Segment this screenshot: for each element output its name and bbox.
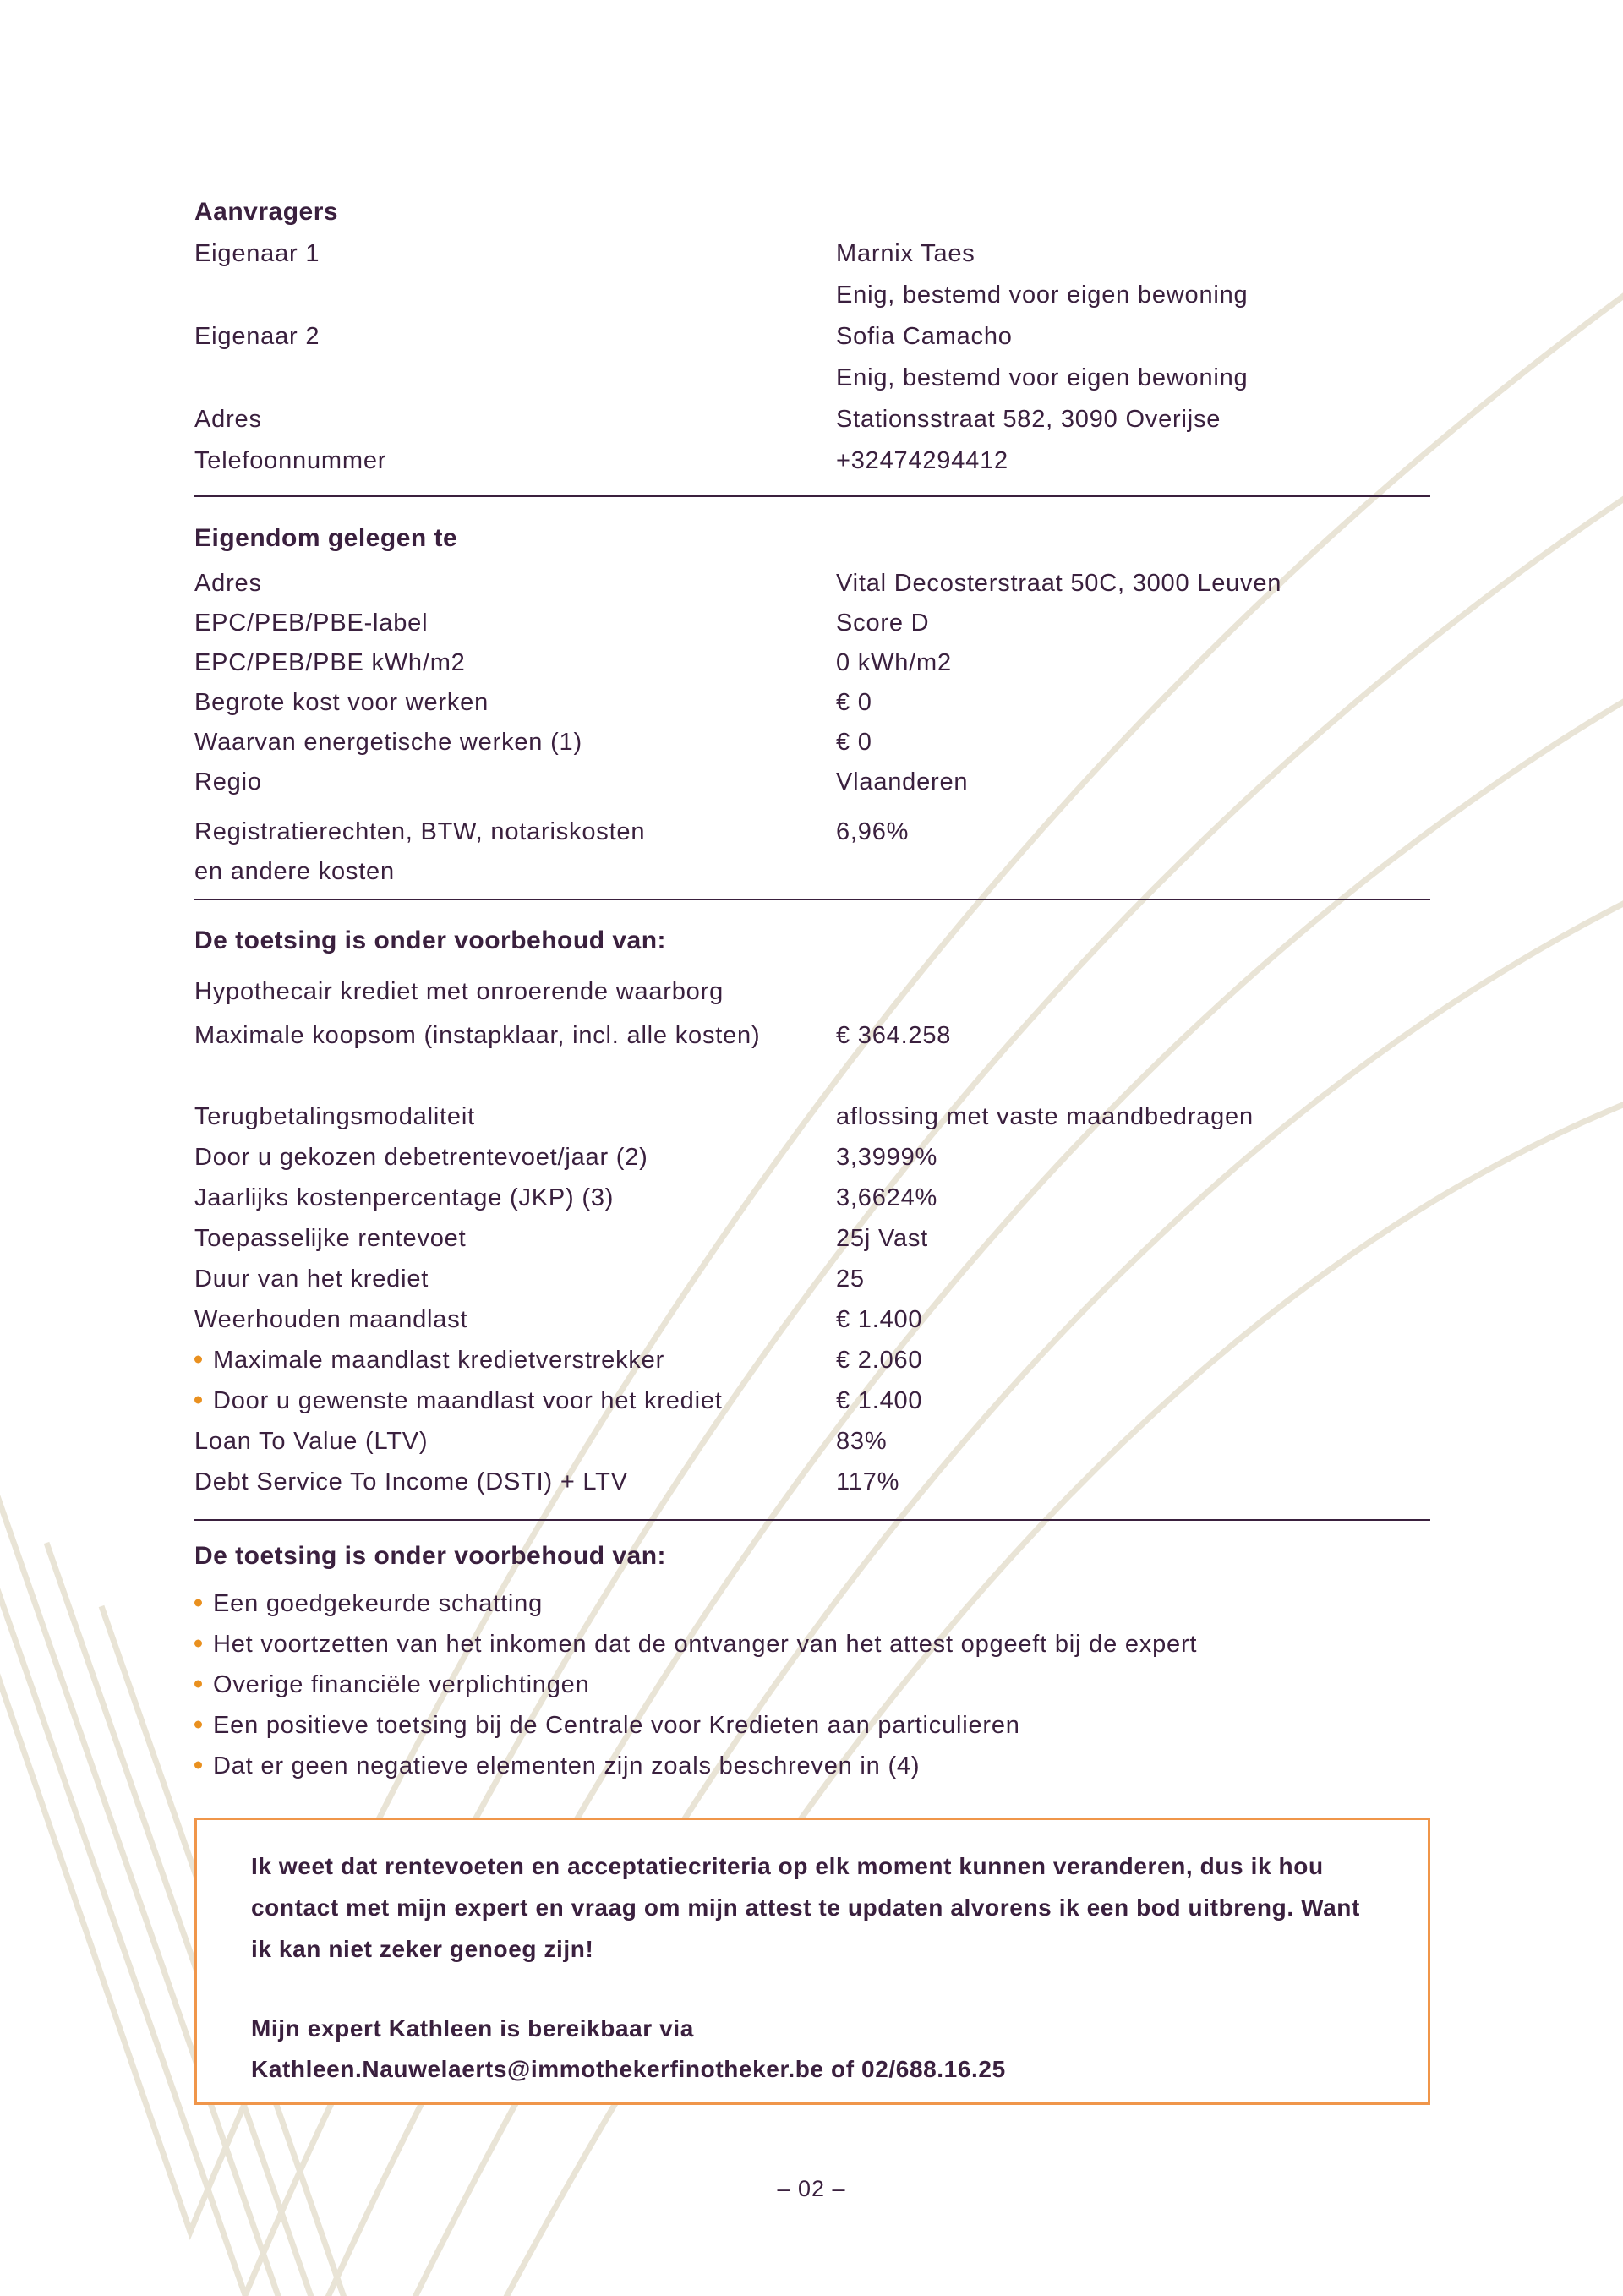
row-label: Eigenaar 2 <box>194 323 320 350</box>
table-row <box>194 233 1430 275</box>
row-label: Waarvan energetische werken (1) <box>194 729 582 756</box>
table-row <box>194 564 1430 604</box>
section-divider <box>194 495 1430 497</box>
row-value: 83% <box>836 1428 888 1455</box>
expert-contact-intro: Mijn expert Kathleen is bereikbaar via <box>251 2015 694 2042</box>
toetsing-rows <box>194 971 1430 1502</box>
list-item <box>194 1665 1430 1705</box>
row-label: Adres <box>194 406 262 433</box>
bullet-icon <box>194 1762 202 1769</box>
row-label-line1: Registratierechten, BTW, notariskosten <box>194 818 646 845</box>
row-label: Terugbetalingsmodaliteit <box>194 1103 475 1130</box>
bullet-icon <box>194 1599 202 1607</box>
row-value: Sofia Camacho <box>836 323 1013 350</box>
row-value: € 1.400 <box>836 1306 923 1333</box>
row-label: Duur van het krediet <box>194 1266 429 1293</box>
table-row <box>194 643 1430 683</box>
row-value: 6,96% <box>836 818 910 845</box>
table-row <box>194 683 1430 723</box>
row-label: Weerhouden maandlast <box>194 1306 468 1333</box>
section-title-eigendom: Eigendom gelegen te <box>194 524 458 552</box>
table-row <box>194 1380 1430 1421</box>
row-label <box>194 812 836 892</box>
section-divider <box>194 899 1430 900</box>
table-row <box>194 1421 1430 1462</box>
list-item-text: Overige financiële verplichtingen <box>213 1671 590 1698</box>
list-item-text: Het voortzetten van het inkomen dat de ontvanger van het attest opgeeft bij de expert <box>213 1631 1198 1658</box>
aanvragers-rows <box>194 233 1430 482</box>
row-value: € 0 <box>836 729 872 756</box>
section-title-toetsing-1: De toetsing is onder voorbehoud van: <box>194 927 667 954</box>
table-row <box>194 1462 1430 1502</box>
row-value: Marnix Taes <box>836 240 975 267</box>
table-row <box>194 723 1430 763</box>
table-row <box>194 812 1430 892</box>
row-value: 25j Vast <box>836 1225 929 1252</box>
expert-contact-details: Kathleen.Nauwelaerts@immothekerfinotheker.be of 02/688.16.25 <box>251 2056 1006 2082</box>
row-value: Vlaanderen <box>836 768 969 795</box>
row-value: € 1.400 <box>836 1387 923 1414</box>
conditions-list <box>194 1583 1430 1786</box>
bullet-icon <box>194 1681 202 1688</box>
table-row <box>194 1178 1430 1218</box>
table-row <box>194 316 1430 358</box>
bullet-icon <box>194 1397 202 1404</box>
table-row <box>194 604 1430 643</box>
table-row <box>194 1015 1430 1056</box>
table-row <box>194 275 1430 316</box>
row-value: € 0 <box>836 689 872 716</box>
row-value: 117% <box>836 1468 900 1495</box>
eigendom-rows <box>194 564 1430 892</box>
row-label: Jaarlijks kostenpercentage (JKP) (3) <box>194 1184 615 1211</box>
row-label-text: Maximale maandlast kredietverstrekker <box>213 1347 665 1374</box>
page-number: – 02 – <box>777 2176 846 2201</box>
row-value: Enig, bestemd voor eigen bewoning <box>836 364 1249 391</box>
row-label: Begrote kost voor werken <box>194 689 489 716</box>
list-item <box>194 1705 1430 1746</box>
table-row <box>194 763 1430 802</box>
section-title-toetsing-2: De toetsing is onder voorbehoud van: <box>194 1542 667 1570</box>
list-item <box>194 1624 1430 1665</box>
table-row <box>194 440 1430 482</box>
row-value: € 2.060 <box>836 1347 923 1374</box>
row-label <box>194 1380 836 1421</box>
row-value: Vital Decosterstraat 50C, 3000 Leuven <box>836 570 1282 597</box>
section-title-aanvragers: Aanvragers <box>194 198 339 226</box>
row-label: Door u gekozen debetrentevoet/jaar (2) <box>194 1144 648 1171</box>
row-value: Score D <box>836 610 930 637</box>
table-row <box>194 1259 1430 1299</box>
row-label: Regio <box>194 768 262 795</box>
notice-box <box>194 1818 1430 2105</box>
table-row <box>194 1340 1430 1380</box>
table-row <box>194 1096 1430 1137</box>
row-label: Adres <box>194 570 262 597</box>
row-label: Eigenaar 1 <box>194 240 320 267</box>
row-value: € 364.258 <box>836 1022 952 1049</box>
list-item <box>194 1583 1430 1624</box>
row-label: EPC/PEB/PBE-label <box>194 610 429 637</box>
row-value: 3,3999% <box>836 1144 938 1171</box>
list-item-text: Een positieve toetsing bij de Centrale voor Kredieten aan particulieren <box>213 1712 1020 1739</box>
row-label: Maximale koopsom (instapklaar, incl. alle kosten) <box>194 1022 761 1049</box>
row-label: Toepasselijke rentevoet <box>194 1225 467 1252</box>
row-label-line2: en andere kosten <box>194 858 395 885</box>
row-spacer <box>194 1056 1430 1096</box>
row-label-text: Door u gewenste maandlast voor het krediet <box>213 1387 723 1414</box>
table-row <box>194 358 1430 399</box>
table-row <box>194 1137 1430 1178</box>
table-row <box>194 971 1430 1012</box>
row-value: Enig, bestemd voor eigen bewoning <box>836 282 1249 309</box>
table-row <box>194 1218 1430 1259</box>
list-item-text: Een goedgekeurde schatting <box>213 1590 544 1617</box>
row-value: aflossing met vaste maandbedragen <box>836 1103 1254 1130</box>
row-label: Debt Service To Income (DSTI) + LTV <box>194 1468 628 1495</box>
row-value: 0 kWh/m2 <box>836 649 952 676</box>
row-value: 25 <box>836 1266 865 1293</box>
row-label: EPC/PEB/PBE kWh/m2 <box>194 649 466 676</box>
expert-contact <box>251 2009 1387 2090</box>
row-value: Stationsstraat 582, 3090 Overijse <box>836 406 1221 433</box>
section-divider <box>194 1519 1430 1521</box>
row-label: Loan To Value (LTV) <box>194 1428 429 1455</box>
section-intro: Hypothecair krediet met onroerende waarborg <box>194 978 724 1005</box>
bullet-icon <box>194 1356 202 1364</box>
row-label: Telefoonnummer <box>194 447 387 474</box>
table-row <box>194 399 1430 440</box>
bullet-icon <box>194 1640 202 1648</box>
list-item <box>194 1746 1430 1786</box>
row-value: 3,6624% <box>836 1184 938 1211</box>
list-item-text: Dat er geen negatieve elementen zijn zoals beschreven in (4) <box>213 1752 921 1779</box>
table-row <box>194 1299 1430 1340</box>
row-value: +32474294412 <box>836 447 1008 474</box>
notice-paragraph: Ik weet dat rentevoeten en acceptatiecriteria op elk moment kunnen veranderen, dus ik hou contact met mijn expert en vraag om mijn attest te updaten alvorens ik een bod uitbreng. Want ik kan niet zeker genoeg zijn! <box>251 1853 1360 1962</box>
document-content <box>194 0 1430 2296</box>
row-label <box>194 1340 836 1380</box>
bullet-icon <box>194 1721 202 1729</box>
